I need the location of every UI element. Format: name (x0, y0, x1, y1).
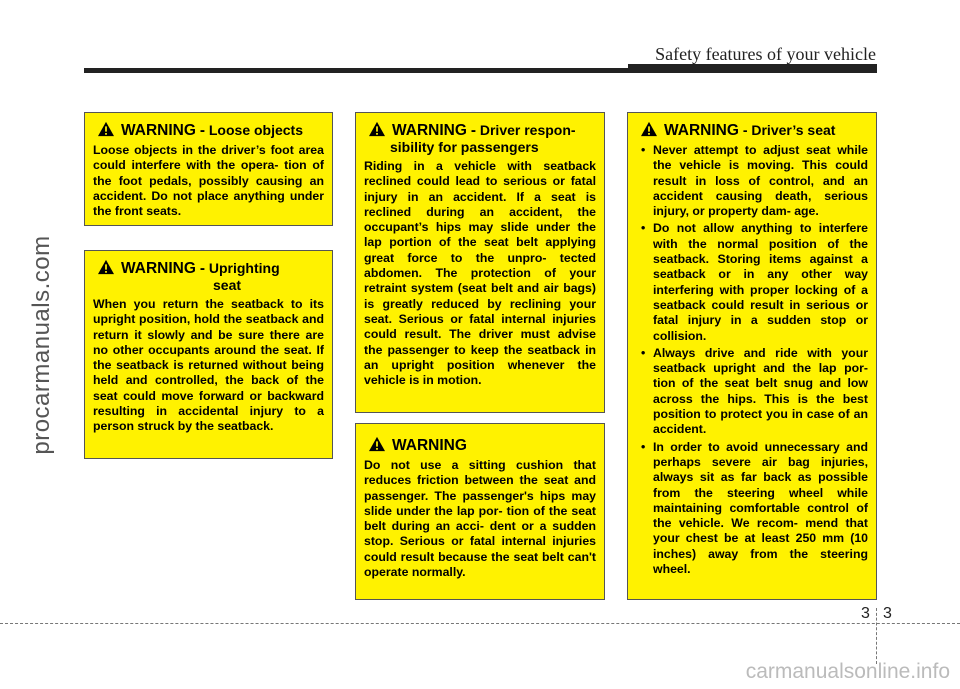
warning-list (636, 143, 868, 577)
footer-dashed-rule (0, 623, 960, 624)
warning-body: Riding in a vehicle with seatback reclined could lead to serious or fatal injury in an accident. If a seat is reclined during an accident, the occupant’s hips may slide under the lap portion of the seat belt applying great force to the unpro- tected abdomen. The protection of your retraint system (seat belt and air bags) is greatly reduced by reclining your seat. Serious or fatal internal injuries could result. The driver must advise the passenger to keep the seatback in an upright position whenever the vehicle is in motion. (364, 159, 596, 388)
warning-title: WARNING - Driver respon- sibility for passengers (364, 121, 596, 155)
side-watermark (22, 195, 62, 495)
warning-title: WARNING (364, 436, 596, 454)
footer-page-divider (876, 608, 877, 664)
warning-box-uprighting-seat (84, 250, 333, 459)
header-rule-accent (628, 64, 877, 73)
warning-triangle-icon (97, 259, 115, 275)
list-item: • In order to avoid unnecessary and perhaps severe air bag injuries, always sit as far back as possible from the steering wheel while maintaining comfortable control of the vehicle. We recom- mend that your chest be at least 250 mm (10 inches) away from the steering wheel. (636, 440, 868, 578)
warning-triangle-icon (368, 436, 386, 452)
warning-triangle-icon (640, 121, 658, 137)
warning-box-driver-responsibility (355, 112, 605, 413)
page-number: 3 (883, 605, 892, 622)
warning-title: WARNING - Loose objects (93, 121, 324, 139)
warning-body: Do not use a sitting cushion that reduces friction between the seat and passenger. The passenger's hips may slide under the lap por- tion of the seat belt during an acci- dent or a sudden stop. Serious or fatal internal injuries could result because the seat belt can't operate normally. (364, 458, 596, 580)
warning-title: WARNING - Uprighting seat (93, 259, 324, 293)
list-item: • Always drive and ride with your seatback upright and the lap por- tion of the seat belt snug and low across the hips. This is the best position to protect you in case of an accident. (636, 346, 868, 438)
warning-triangle-icon (368, 121, 386, 137)
warning-body: Loose objects in the driver’s foot area could interfere with the opera- tion of the foot pedals, possibly causing an accident. Do not place anything under the front seats. (93, 143, 324, 219)
bottom-watermark: carmanualsonline.info (745, 660, 950, 683)
warning-box-loose-objects (84, 112, 333, 226)
warning-box-drivers-seat (627, 112, 877, 600)
chapter-number: 3 (861, 605, 870, 622)
warning-box-sitting-cushion (355, 423, 605, 600)
side-watermark-text: procarmanuals.com (28, 235, 55, 455)
warning-title: WARNING - Driver’s seat (636, 121, 868, 139)
list-item: • Never attempt to adjust seat while the vehicle is moving. This could result in loss of control, and an accident causing death, serious injury, or property dam- age. (636, 143, 868, 219)
warning-body: When you return the seatback to its upright position, hold the seatback and return it slowly and be sure there are no other occupants around the seat. If the seatback is returned without being held and controlled, the back of the seat could move forward or backward resulting in accidental injury to a person struck by the seatback. (93, 297, 324, 434)
page-header-title: Safety features of your vehicle (655, 44, 876, 64)
list-item: • Do not allow anything to interfere with the normal position of the seatback. Storing items against a seatback or in any other way interfering with proper locking of a seatback could result in serious or fatal injury in a sudden stop or collision. (636, 221, 868, 343)
warning-triangle-icon (97, 121, 115, 137)
